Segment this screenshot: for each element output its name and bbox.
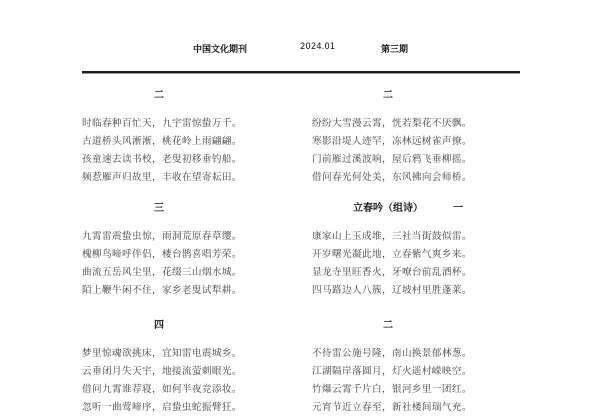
journal-title: 中国文化期刊 <box>193 45 248 55</box>
verse-block <box>82 228 282 300</box>
verse-line: 时临春种百忙天，九宇雷惊蛰万千。 <box>82 118 242 129</box>
issue-date: 2024.01 <box>300 42 336 52</box>
verse-line: 康家山上玉成堆，三社当街鼓似雷。 <box>312 231 472 242</box>
section-heading: 三 <box>154 203 164 214</box>
verse-line: 频惹雁声归故里，丰收在望寄耘田。 <box>82 172 242 183</box>
page-header <box>0 40 600 56</box>
verse-line: 陌上鞭牛闲不住，家乡老叟试犁耕。 <box>82 285 242 296</box>
poem-group-title-text: 立春吟（组诗） <box>353 203 423 214</box>
verse-line: 开岁曙光凝此地，立春紫气爽乡来。 <box>312 249 472 260</box>
poem-section <box>312 84 522 197</box>
verse-line: 忽听一曲莺啼序，启蛰虫蛇振臂狂。 <box>82 402 242 413</box>
verse-block <box>82 345 282 417</box>
verse-line: 借问春光何处美，东风拂向会师桥。 <box>312 172 472 183</box>
poem-section <box>312 197 522 314</box>
verse-line: 竹爆云霄千片白，银河乡里一团红。 <box>312 384 472 395</box>
verse-line: 槐柳鸟啼呼伴侣，楼台鹊喜唱芳荣。 <box>82 249 242 260</box>
verse-line: 古道桥头风淅淅，桃花岭上雨翩翩。 <box>82 136 242 147</box>
verse-line: 显龙寺里旺香火，牙嘹台前乱酒杯。 <box>312 267 472 278</box>
right-column <box>312 84 522 417</box>
verse-line: 元宵节近立春至，新社楼间瑞气充。 <box>312 402 472 413</box>
verse-block <box>312 115 522 187</box>
verse-line: 纷纷大雪漫云霄，恍若梨花不厌飘。 <box>312 118 472 129</box>
verse-line: 云垂闭月失天宇，地接流萤刺眼光。 <box>82 366 242 377</box>
verse-line: 四马路边人八簇，辽坡村里胜蓬莱。 <box>312 285 472 296</box>
section-heading: 二 <box>383 90 393 101</box>
verse-line: 孩童速去读书校，老叟初移垂钓船。 <box>82 154 242 165</box>
section-heading: 四 <box>154 320 164 331</box>
verse-block <box>312 228 522 300</box>
verse-line: 不待雷公施号隆，南山换景郁林葱。 <box>312 348 472 359</box>
verse-line: 江湖隔岸落圆月，灯火遥村嵘映空。 <box>312 366 472 377</box>
verse-block <box>82 115 282 187</box>
poem-section <box>82 84 282 197</box>
verse-line: 九霄雷震蛰虫惊，雨洞荒原春草缨。 <box>82 231 242 242</box>
section-heading: 二 <box>383 320 393 331</box>
section-heading: 二 <box>154 90 164 101</box>
poem-section <box>312 314 522 417</box>
verse-line: 门前雁过溪波响，屋后鸦飞垂柳摇。 <box>312 154 472 165</box>
verse-line: 梦里惊魂欲挑床，宜知雷电震城乡。 <box>82 348 242 359</box>
poem-group-title <box>312 197 522 221</box>
poem-section <box>82 314 282 417</box>
poem-number: 一 <box>453 203 463 214</box>
verse-line: 曲流五岳风尘里，花缀三山烟水城。 <box>82 267 242 278</box>
issue-number: 第三期 <box>381 45 409 55</box>
left-column <box>82 84 282 417</box>
header-divider <box>82 71 520 74</box>
verse-block <box>312 345 522 417</box>
poem-section <box>82 197 282 314</box>
verse-line: 寒影沿堤人迹罕，冻林远树雀声撩。 <box>312 136 472 147</box>
verse-line: 借问九霄谁荐寝，如何半夜竞添妆。 <box>82 384 242 395</box>
